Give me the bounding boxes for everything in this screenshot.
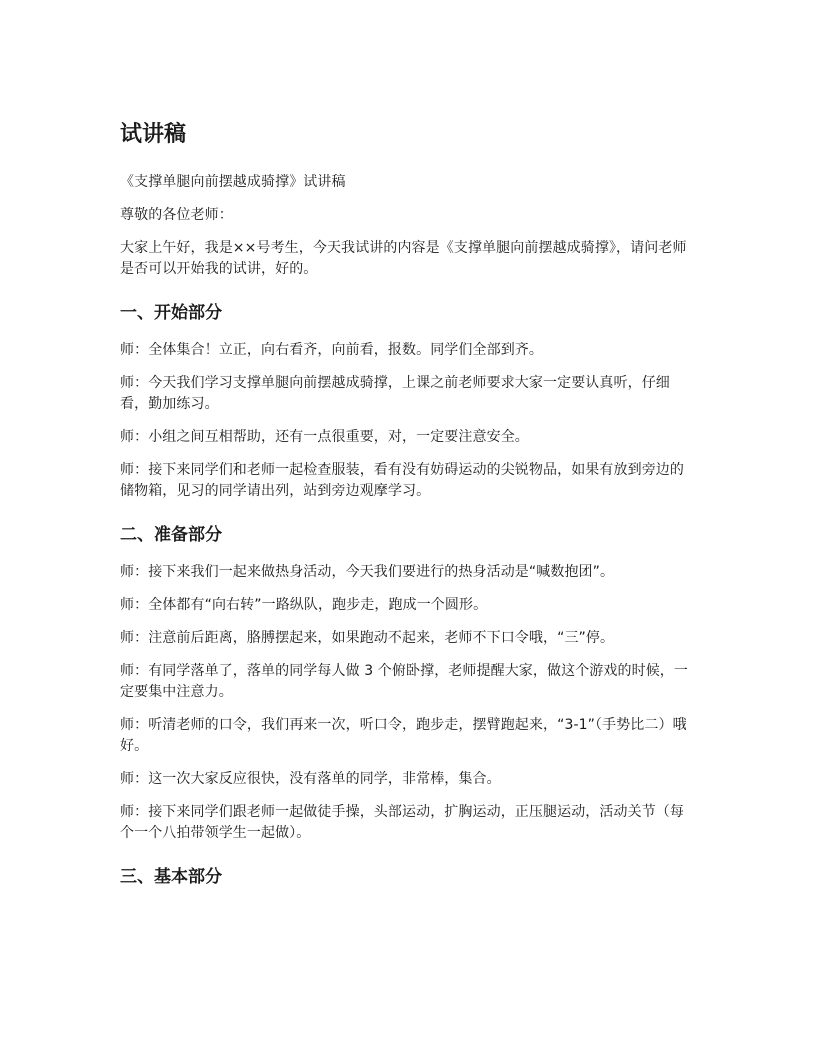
paragraph: 师：接下来同学们和老师一起检查服装，看有没有妨碍运动的尖锐物品，如果有放到旁边的储物箱，见习的同学请出列，站到旁边观摩学习。 <box>120 462 684 499</box>
intro-paragraph: 大家上午好，我是××号考生，今天我试讲的内容是《支撑单腿向前摆越成骑撑》，请问老师是否可以开始我的试讲，好的。 <box>120 240 687 277</box>
section-heading-start: 一、开始部分 <box>120 303 222 323</box>
document-body <box>120 118 696 904</box>
paragraph: 师：接下来同学们跟老师一起做徒手操，头部运动，扩胸运动，正压腿运动，活动关节（每个一个八拍带领学生一起做）。 <box>120 804 684 841</box>
paragraph: 师：注意前后距离，胳膊摆起来，如果跑动不起来，老师不下口令哦，“三”停。 <box>120 630 615 646</box>
paragraph: 师：全体集合！立正，向右看齐，向前看，报数。同学们全部到齐。 <box>120 342 543 358</box>
paragraph: 师：有同学落单了，落单的同学每人做 3 个俯卧撑，老师提醒大家，做这个游戏的时候，一定要集中注意力。 <box>120 663 689 700</box>
section-heading-basic: 三、基本部分 <box>120 867 222 887</box>
section-heading-preparation: 二、准备部分 <box>120 525 222 545</box>
paragraph: 师：今天我们学习支撑单腿向前摆越成骑撑，上课之前老师要求大家一定要认真听，仔细看，勤加练习。 <box>120 375 670 412</box>
paragraph: 师：听清老师的口令，我们再来一次，听口令，跑步走，摆臂跑起来，“3-1”（手势比二）哦好。 <box>120 717 687 754</box>
paragraph: 师：全体都有“向右转”一路纵队，跑步走，跑成一个圆形。 <box>120 597 488 613</box>
lecture-subtitle: 《支撑单腿向前摆越成骑撑》试讲稿 <box>120 174 346 190</box>
paragraph: 师：小组之间互相帮助，还有一点很重要，对，一定要注意安全。 <box>120 429 529 445</box>
greeting: 尊敬的各位老师： <box>120 207 233 223</box>
paragraph: 师：这一次大家反应很快，没有落单的同学，非常棒，集合。 <box>120 771 501 787</box>
paragraph: 师：接下来我们一起来做热身活动，今天我们要进行的热身活动是“喊数抱团”。 <box>120 564 615 580</box>
page-title: 试讲稿 <box>120 122 187 147</box>
